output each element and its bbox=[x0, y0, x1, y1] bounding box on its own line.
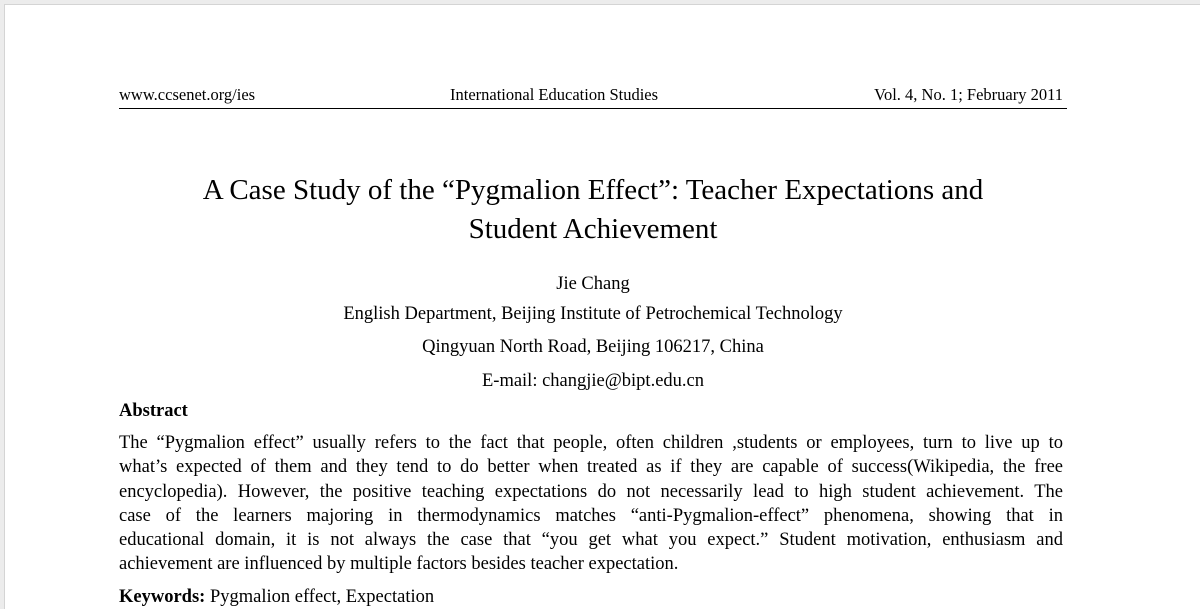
abstract-line: achievement are influenced by multiple factors besides teacher expectation. bbox=[119, 554, 679, 575]
running-header bbox=[119, 85, 1067, 109]
abstract-line: educational domain, it is not always the case that “you get what you expect.” Student motivation, enthusiasm and bbox=[119, 530, 1063, 551]
keywords-label: Keywords: bbox=[119, 587, 206, 607]
keywords bbox=[119, 585, 434, 609]
paper-title-line-1: A Case Study of the “Pygmalion Effect”: Teacher Expectations and bbox=[202, 174, 984, 206]
author-address: Qingyuan North Road, Beijing 106217, China bbox=[422, 337, 764, 357]
paper-title-line-2: Student Achievement bbox=[468, 213, 718, 245]
author-name: Jie Chang bbox=[556, 274, 630, 294]
paper-page bbox=[4, 4, 1200, 609]
abstract-line: case of the learners majoring in thermodynamics matches “anti-Pygmalion-effect” phenomena, showing that in bbox=[119, 505, 1063, 526]
journal-name: International Education Studies bbox=[450, 85, 659, 104]
abstract-heading: Abstract bbox=[119, 401, 188, 421]
journal-url: www.ccsenet.org/ies bbox=[119, 85, 256, 104]
abstract-line: encyclopedia). However, the positive teaching expectations do not necessarily lead to high student achievement. The bbox=[119, 481, 1063, 502]
abstract-body bbox=[119, 431, 1063, 577]
author-department: English Department, Beijing Institute of Petrochemical Technology bbox=[343, 304, 843, 324]
issue-info: Vol. 4, No. 1; February 2011 bbox=[874, 85, 1063, 104]
abstract-line: what’s expected of them and they tend to do better when treated as if they are capable of success(Wikipedia, the free bbox=[119, 457, 1063, 478]
keywords-value: Pygmalion effect, Expectation bbox=[205, 587, 435, 607]
author-email: E-mail: changjie@bipt.edu.cn bbox=[481, 371, 704, 391]
abstract-line: The “Pygmalion effect” usually refers to the fact that people, often children ,students or employees, turn to live up to bbox=[119, 433, 1063, 453]
